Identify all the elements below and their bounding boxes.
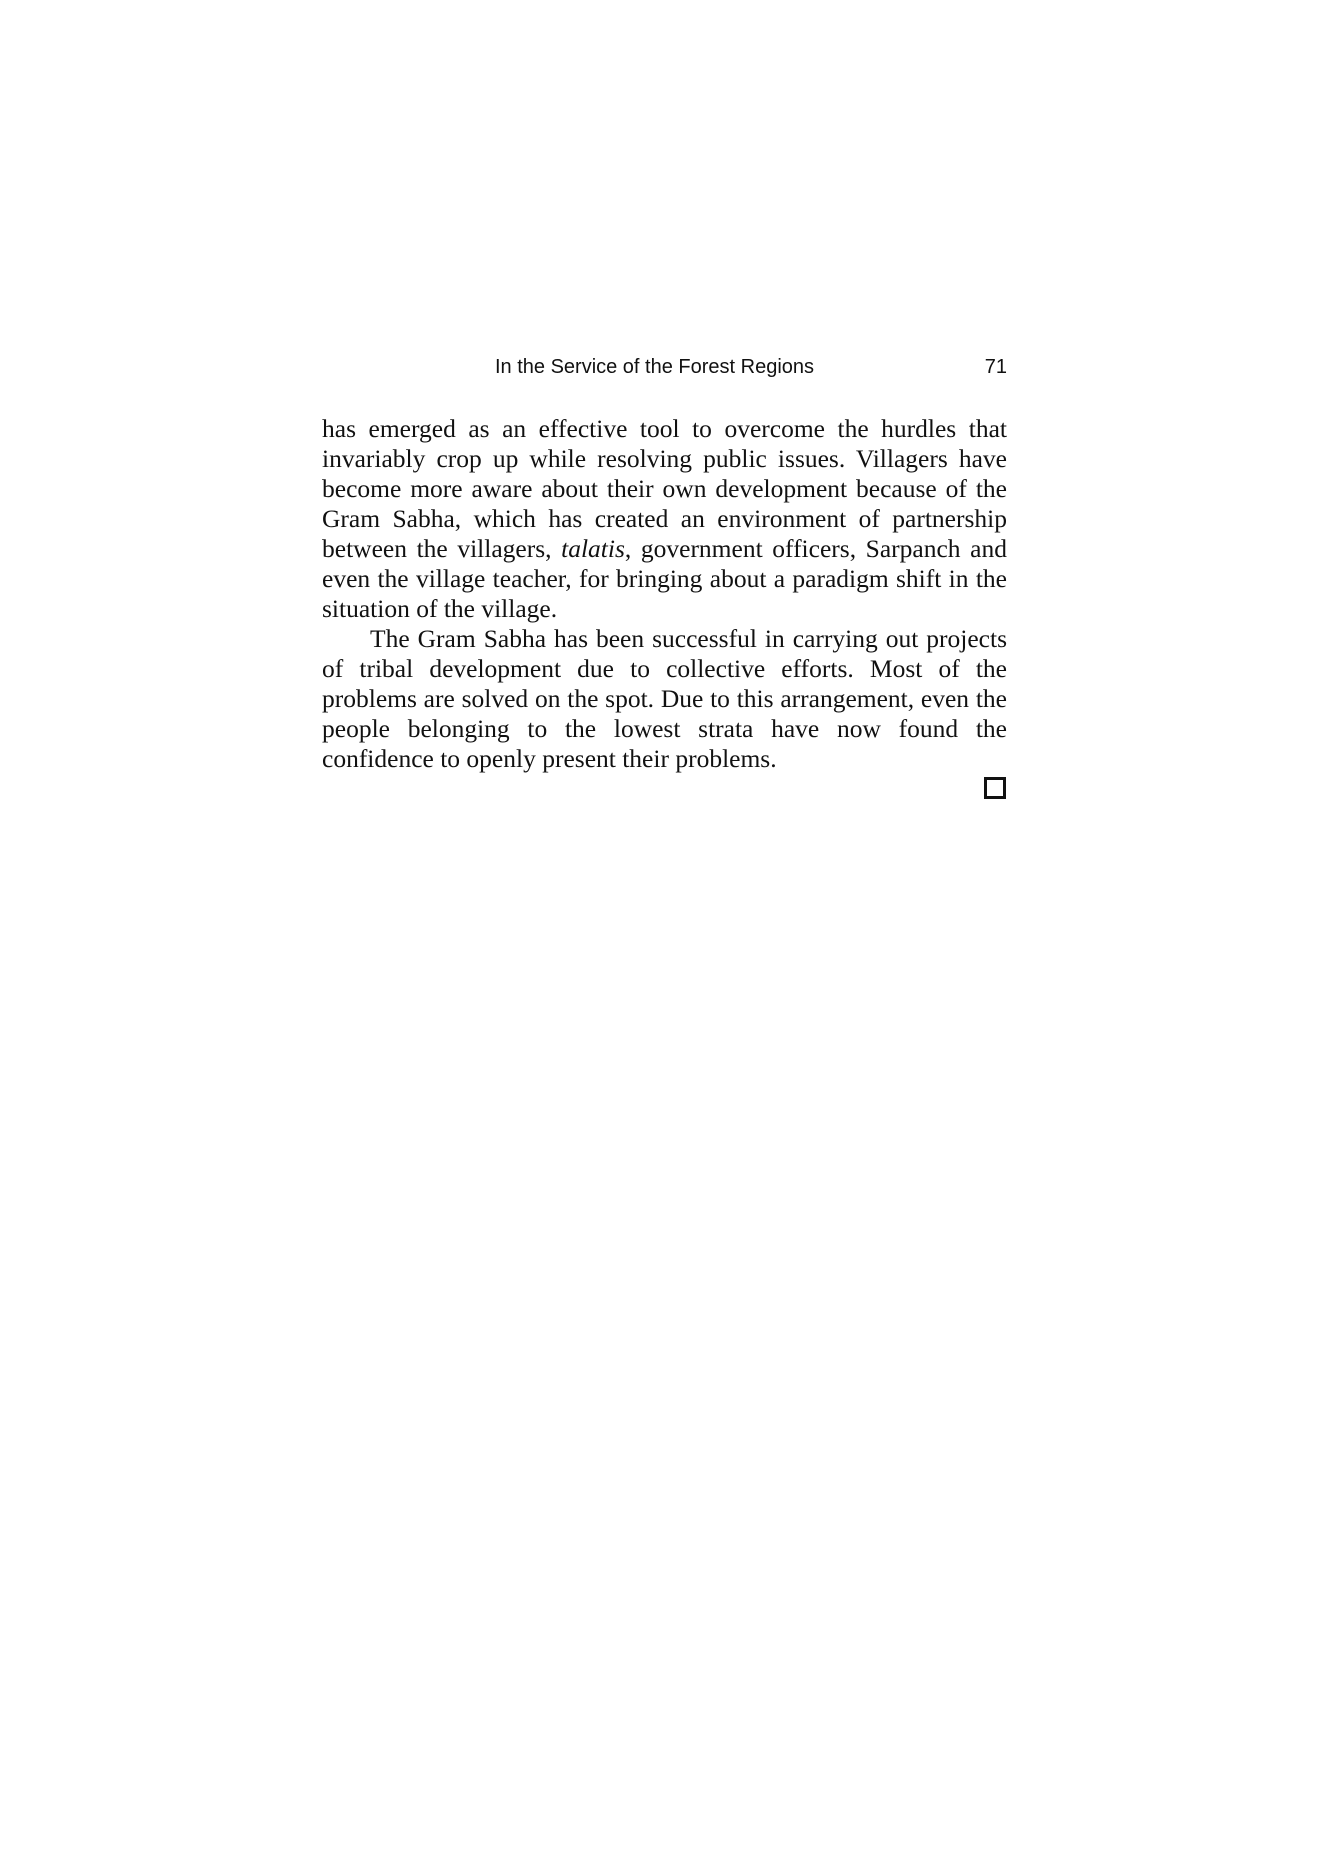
- paragraph-1-text-end: , government officers, Sarpanch and even the village teacher, for bringing about a paradigm shift in the situation of the village.: [322, 534, 1007, 623]
- italic-term: talatis: [561, 534, 625, 563]
- paragraph-1-text-start: has emerged as an effective tool to overcome the hurdles that invariably crop up while resolving public issues. Villagers have become more aware about their own development because of the Gram Sabha, which has created an environment of partnership between the villagers,: [322, 414, 1007, 563]
- body-text: [322, 414, 1007, 774]
- paragraph-2: The Gram Sabha has been successful in carrying out projects of tribal development due to collective efforts. Most of the problems are solved on the spot. Due to this arrangement, even the people belonging to the lowest strata have now found the confidence to openly present their problems.: [322, 624, 1007, 773]
- paragraph-1: [322, 414, 1007, 624]
- running-header: [322, 352, 1007, 382]
- page-number: 71: [984, 356, 1007, 378]
- hollow-square-icon: [984, 777, 1006, 799]
- running-title: In the Service of the Forest Regions: [494, 356, 815, 378]
